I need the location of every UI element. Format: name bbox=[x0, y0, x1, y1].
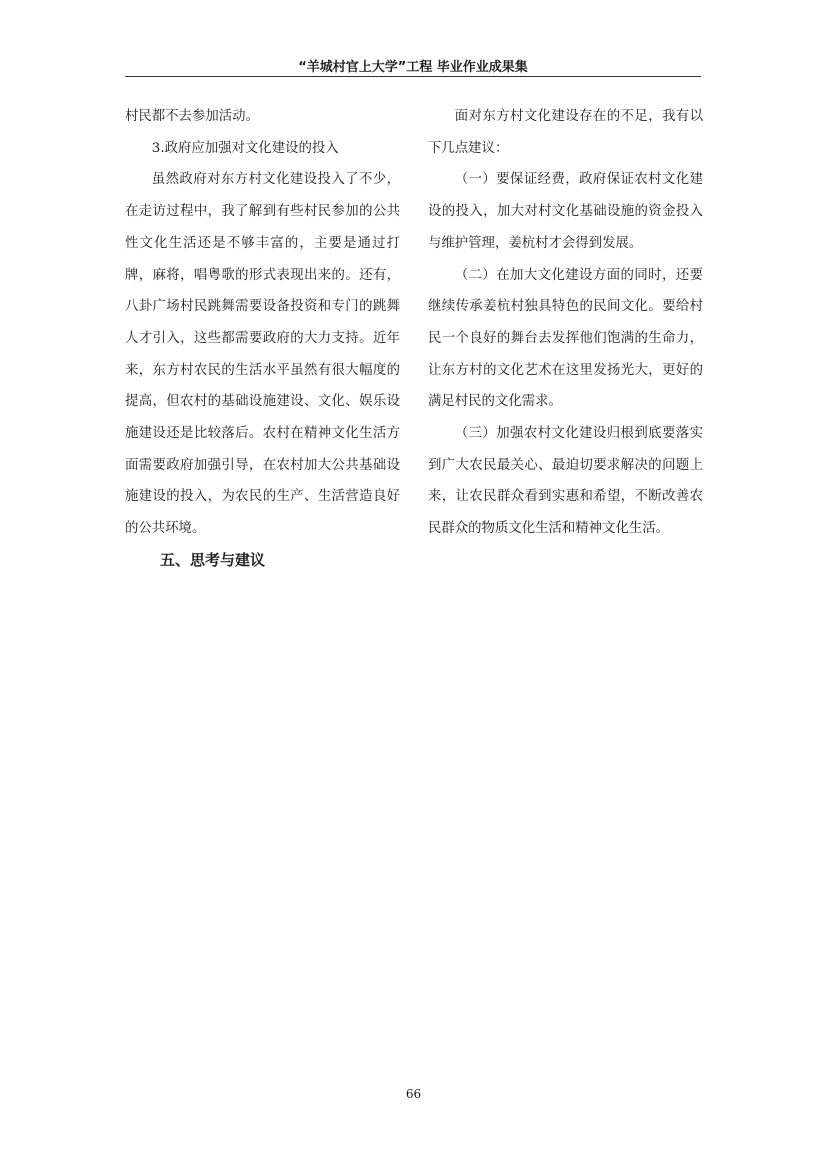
right-column bbox=[428, 101, 703, 545]
page-number: 66 bbox=[405, 1087, 422, 1101]
paragraph: 面对东方村文化建设存在的不足，我有以下几点建议： bbox=[428, 109, 703, 156]
left-column bbox=[125, 101, 400, 577]
header-divider bbox=[125, 76, 701, 77]
section-subheading: 3.政府应加强对文化建设的投入 bbox=[151, 140, 339, 156]
paragraph: 村民都不去参加活动。 bbox=[125, 109, 259, 124]
paragraph: 虽然政府对东方村文化建设投入了不少，在走访过程中，我了解到有些村民参加的公共性文化生活还是不够丰富的，主要是通过打牌，麻将，唱粤歌的形式表现出来的。还有，八卦广场村民跳舞需要设备投资和专门的跳舞人才引入，这些都需要政府的大力支持。近年来，东方村农民的生活水平虽然有很大幅度的提高，但农村的基础设施建设、文化、娱乐设施建设还是比较落后。农村在精神文化生活方面需要政府加强引导，在农村加大公共基础设施建设的投入，为农民的生产、生活营造良好的公共环境。 bbox=[125, 172, 400, 537]
page-header-title: “羊城村官上大学”工程 毕业作业成果集 bbox=[298, 60, 528, 75]
paragraph: （三）加强农村文化建设归根到底要落实到广大农民最关心、最迫切要求解决的问题上来，让农民群众看到实惠和希望，不断改善农民群众的物质文化生活和精神文化生活。 bbox=[428, 426, 703, 537]
paragraph: （一）要保证经费，政府保证农村文化建设的投入，加大对村文化基础设施的资金投入与维护管理，姜杭村才会得到发展。 bbox=[428, 172, 703, 251]
section-heading: 五、思考与建议 bbox=[160, 550, 266, 569]
paragraph: （二）在加大文化建设方面的同时，还要继续传承姜杭村独具特色的民间文化。要给村民一个良好的舞台去发挥他们饱满的生命力，让东方村的文化艺术在这里发扬光大，更好的满足村民的文化需求。 bbox=[428, 267, 703, 410]
